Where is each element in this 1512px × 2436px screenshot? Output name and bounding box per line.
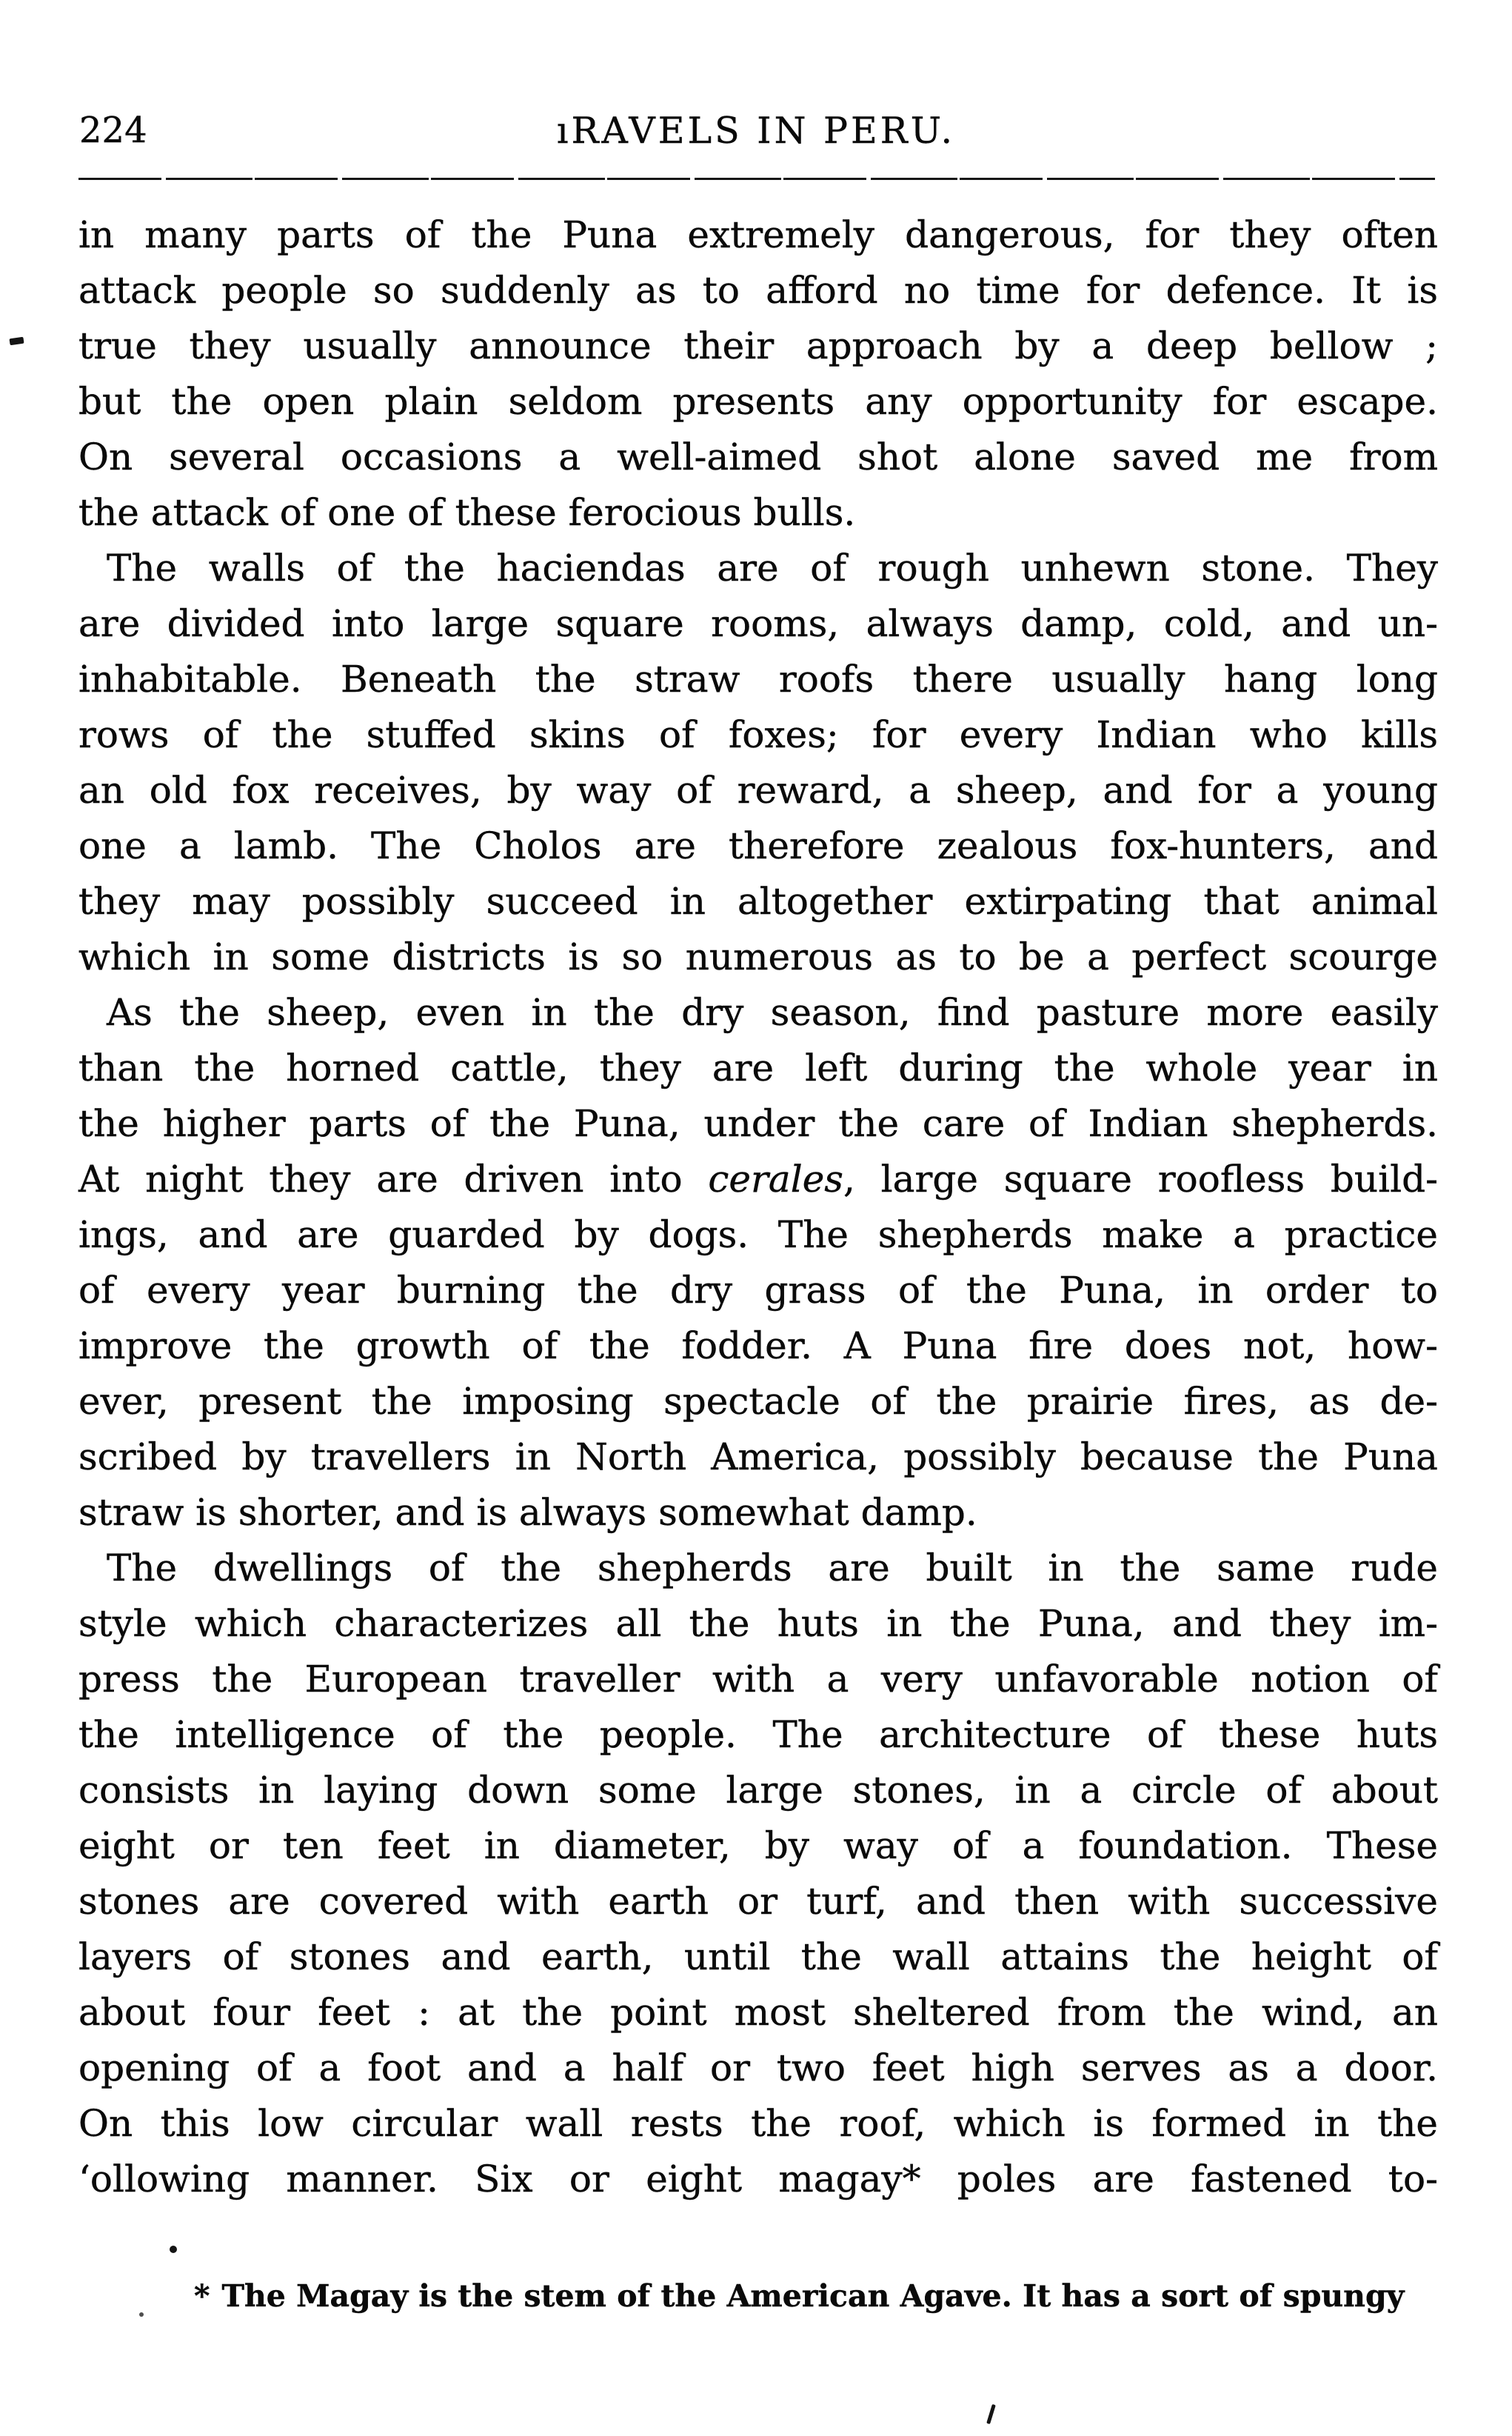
body-line: As the sheep, even in the dry season, find pasture more easily xyxy=(107,991,1438,1034)
body-line: The dwellings of the shepherds are built in the same rude xyxy=(107,1546,1438,1589)
page-number: 224 xyxy=(79,110,147,151)
body-line: The walls of the haciendas are of rough unhewn stone. They xyxy=(107,547,1438,590)
body-line: ever, present the imposing spectacle of the prairie fires, as de- xyxy=(78,1380,1438,1423)
body-line-segment: , large square roofless build- xyxy=(843,1158,1438,1201)
body-line: layers of stones and earth, until the wall attains the height of xyxy=(78,1935,1438,1978)
body-line: which in some districts is so numerous as to be a perfect scourge xyxy=(78,935,1438,978)
ink-speck xyxy=(170,2246,177,2253)
ink-speck xyxy=(986,2404,996,2424)
ink-speck xyxy=(139,2312,144,2317)
ink-speck xyxy=(9,337,24,346)
body-line: opening of a foot and a half or two feet high serves as a door. xyxy=(78,2046,1438,2089)
body-line: ings, and are guarded by dogs. The shepherds make a practice xyxy=(78,1213,1438,1256)
body-line: inhabitable. Beneath the straw roofs there usually hang long xyxy=(78,658,1438,701)
body-line: rows of the stuffed skins of foxes; for every Indian who kills xyxy=(78,713,1438,756)
body-line: On this low circular wall rests the roof, which is formed in the xyxy=(78,2102,1438,2145)
body-line: eight or ten feet in diameter, by way of a foundation. These xyxy=(78,1824,1438,1867)
body-line: the attack of one of these ferocious bulls. xyxy=(78,491,856,534)
footnote-text: The Magay is the stem of the American Agave. It has a sort of spungy xyxy=(221,2278,1405,2314)
body-line: On several occasions a well-aimed shot alone saved me from xyxy=(78,436,1438,478)
header-rule xyxy=(78,178,1435,180)
running-title: ıRAVELS IN PERU. xyxy=(556,110,956,152)
body-line-segment: At night they are driven into xyxy=(78,1158,709,1201)
body-line: one a lamb. The Cholos are therefore zealous fox-hunters, and xyxy=(78,824,1438,867)
body-line: improve the growth of the fodder. A Puna fire does not, how- xyxy=(78,1324,1438,1367)
body-line: about four feet : at the point most sheltered from the wind, an xyxy=(78,1991,1438,2034)
body-line: ʻollowing manner. Six or eight magay* poles are fastened to- xyxy=(78,2158,1438,2200)
body-line: they may possibly succeed in altogether extirpating that animal xyxy=(78,880,1438,923)
body-line: of every year burning the dry grass of the Puna, in order to xyxy=(78,1269,1438,1312)
body-line: true they usually announce their approach by a deep bellow ; xyxy=(78,324,1438,367)
footnote-marker: * xyxy=(194,2278,210,2314)
body-line xyxy=(78,1152,1438,1207)
footnote xyxy=(194,2275,1453,2317)
body-line: attack people so suddenly as to afford no time for defence. It is xyxy=(78,269,1438,312)
body-line: an old fox receives, by way of reward, a sheep, and for a young xyxy=(78,769,1438,812)
body-text xyxy=(78,207,1438,2207)
body-line: are divided into large square rooms, always damp, cold, and un- xyxy=(78,602,1438,645)
body-line: the higher parts of the Puna, under the care of Indian shepherds. xyxy=(78,1102,1438,1145)
body-line: consists in laying down some large stones, in a circle of about xyxy=(78,1769,1438,1812)
body-line: press the European traveller with a very unfavorable notion of xyxy=(78,1658,1438,1701)
body-line: than the horned cattle, they are left during the whole year in xyxy=(78,1047,1438,1089)
body-line: the intelligence of the people. The architecture of these huts xyxy=(78,1713,1438,1756)
body-line: but the open plain seldom presents any opportunity for escape. xyxy=(78,380,1438,423)
body-line: stones are covered with earth or turf, and then with successive xyxy=(78,1880,1438,1923)
body-line: style which characterizes all the huts in the Puna, and they im- xyxy=(78,1602,1438,1645)
body-line: scribed by travellers in North America, possibly because the Puna xyxy=(78,1435,1438,1478)
body-line: straw is shorter, and is always somewhat damp. xyxy=(78,1491,977,1534)
italic-word: cerales xyxy=(708,1158,843,1201)
body-line: in many parts of the Puna extremely dangerous, for they often xyxy=(78,213,1438,256)
